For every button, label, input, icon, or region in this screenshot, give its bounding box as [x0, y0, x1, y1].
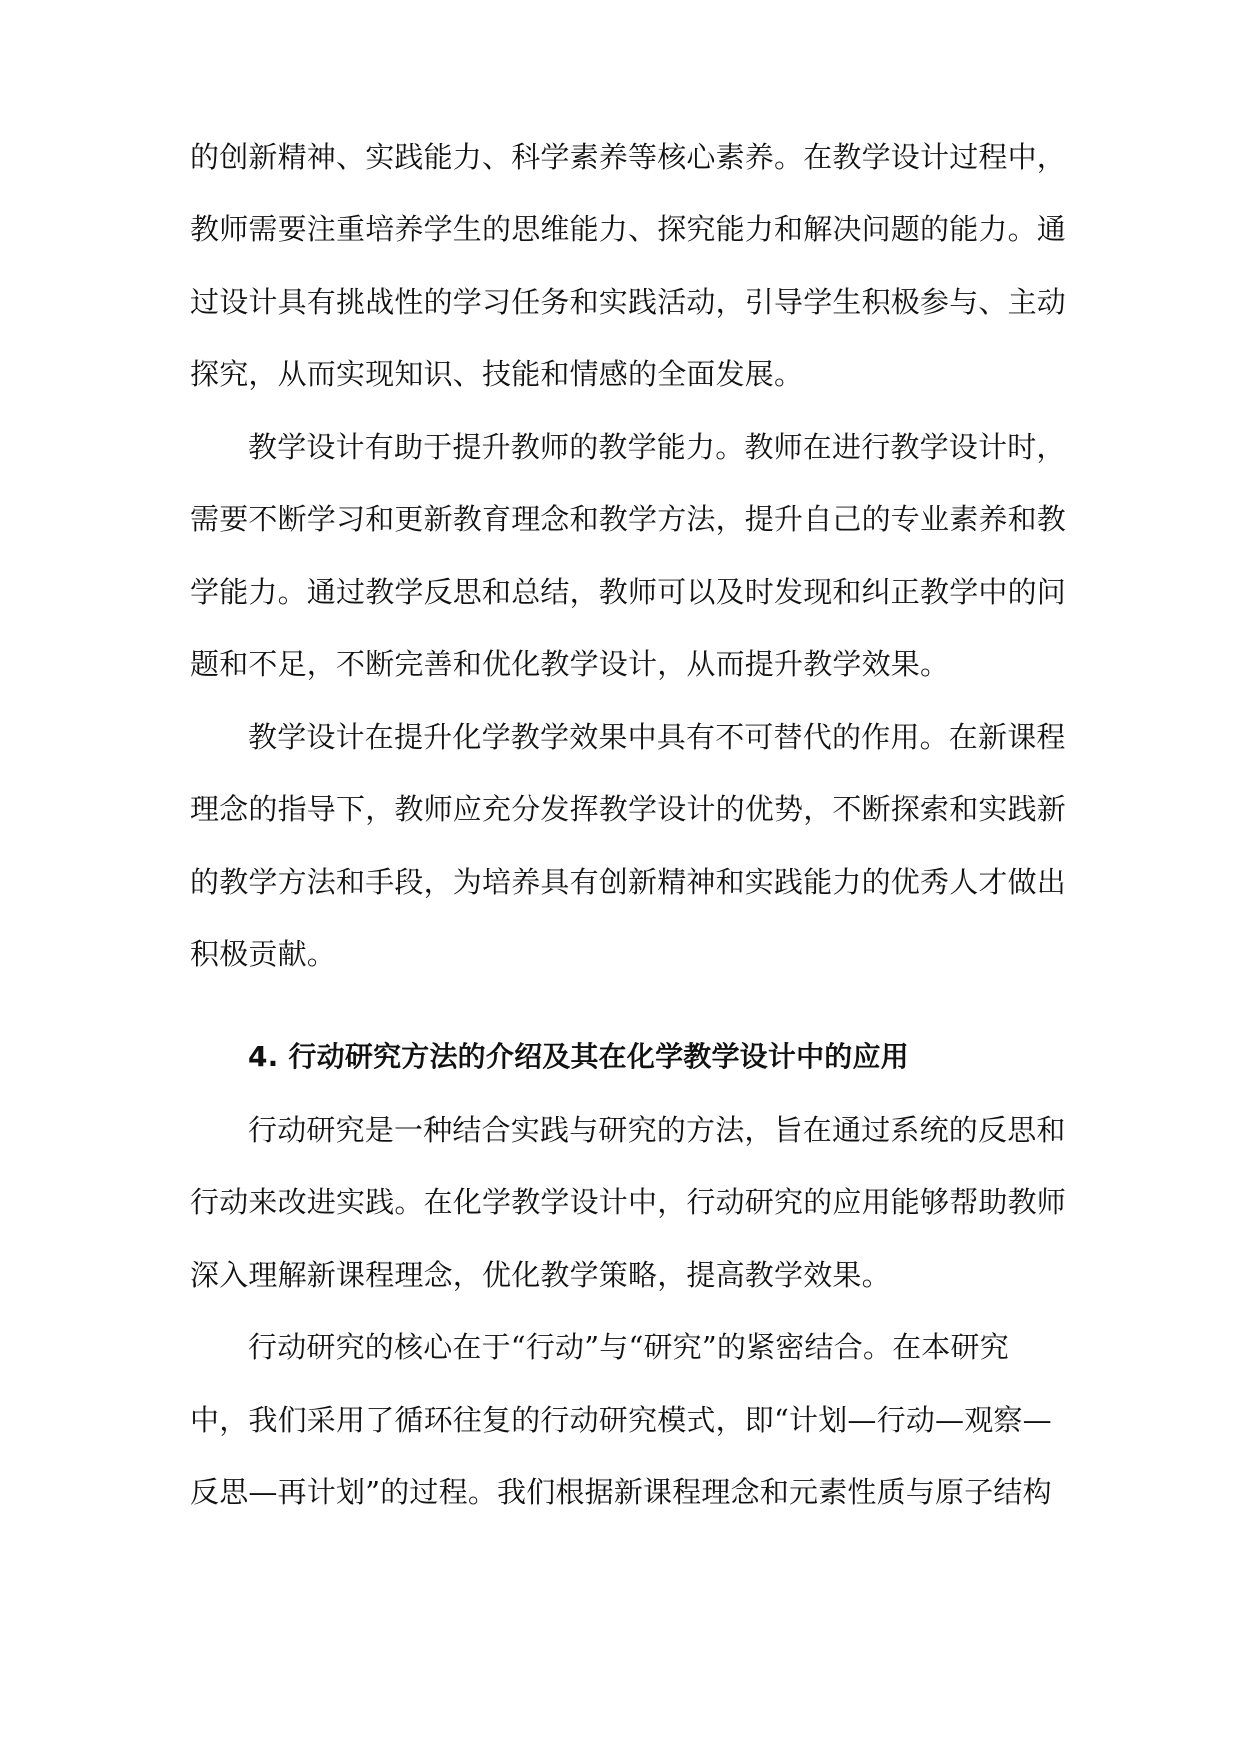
paragraph-line: 探究，从而实现知识、技能和情感的全面发展。	[190, 357, 804, 391]
paragraph-line: 理念的指导下，教师应充分发挥教学设计的优势，不断探索和实践新	[190, 792, 1067, 826]
paragraph-line: 教学设计在提升化学教学效果中具有不可替代的作用。在新课程	[248, 720, 1066, 754]
paragraph-line: 学能力。通过教学反思和总结，教师可以及时发现和纠正教学中的问	[190, 575, 1067, 609]
paragraph-line: 教学设计有助于提升教师的教学能力。教师在进行教学设计时，	[248, 430, 1066, 464]
section-heading: 4. 行动研究方法的介绍及其在化学教学设计中的应用	[248, 1040, 909, 1073]
paragraph-line: 过设计具有挑战性的学习任务和实践活动，引导学生积极参与、主动	[190, 285, 1067, 319]
paragraph-line: 需要不断学习和更新教育理念和教学方法，提升自己的专业素养和教	[190, 502, 1067, 536]
paragraph-line: 的创新精神、实践能力、科学素养等核心素养。在教学设计过程中，	[190, 140, 1067, 174]
paragraph-line: 题和不足，不断完善和优化教学设计，从而提升教学效果。	[190, 647, 950, 681]
paragraph-line: 教师需要注重培养学生的思维能力、探究能力和解决问题的能力。通	[190, 212, 1067, 246]
paragraph-line: 深入理解新课程理念，优化教学策略，提高教学效果。	[190, 1258, 891, 1292]
paragraph-line: 积极贡献。	[190, 937, 337, 971]
paragraph-line: 行动来改进实践。在化学教学设计中，行动研究的应用能够帮助教师	[190, 1185, 1067, 1219]
paragraph-line: 反思—再计划”的过程。我们根据新课程理念和元素性质与原子结构	[190, 1475, 1052, 1509]
paragraph-line: 行动研究的核心在于“行动”与“研究”的紧密结合。在本研究	[248, 1330, 1009, 1364]
paragraph-line: 中，我们采用了循环往复的行动研究模式，即“计划—行动—观察—	[190, 1403, 1052, 1437]
paragraph-line: 的教学方法和手段，为培养具有创新精神和实践能力的优秀人才做出	[190, 865, 1067, 899]
paragraph-line: 行动研究是一种结合实践与研究的方法，旨在通过系统的反思和	[248, 1113, 1066, 1147]
